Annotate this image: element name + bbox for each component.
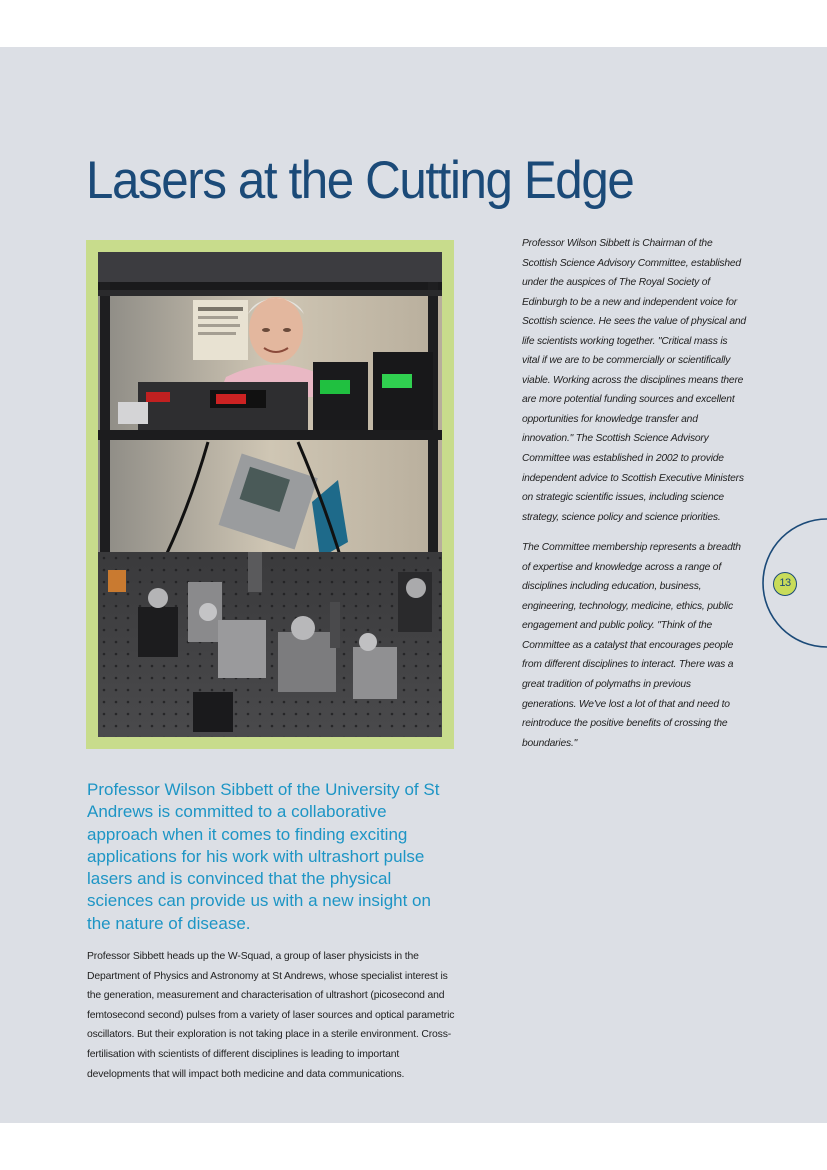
photo-frame [86,240,454,749]
page-number-badge: 13 [773,572,797,596]
sidebar-column [522,234,746,753]
sidebar-paragraph: Professor Wilson Sibbett is Chairman of the Scottish Science Advisory Committee, established under the auspices of The Royal Society of Edinburgh to be a new and independent voice for Scottish science. He sees the value of physical and life scientists working together. "Critical mass is vital if we are to be commercially or scientifically viable. Working across the disciplines means there are more potential funding sources and excellent opportunities for knowledge transfer and innovation." The Scottish Science Advisory Committee was established in 2002 to provide independent advice to Scottish Executive Ministers on strategic scientific issues, including science strategy, science policy and science priorities. [522,238,746,523]
page-title: Lasers at the Cutting Edge [86,151,634,210]
body-paragraph: Professor Sibbett heads up the W-Squad, a group of laser physicists in the Department of Physics and Astronomy at St Andrews, whose specialist interest is the generation, measurement and characterisation of ultrashort (picosecond and femtosecond second) pulses from a variety of laser sources and optical parametric oscillators. But their exploration is not taking place in a sterile environment. Cross-fertilisation with scientists of different disciplines is leading to important developments that will impact both medicine and data communications. [87,951,455,1080]
lead-paragraph: Professor Wilson Sibbett of the University of St Andrews is committed to a collaborative approach when it comes to finding exciting applications for his work with ultrashort pulse lasers and is convinced that the physical sciences can provide us with a new insight on the nature of disease. [87,780,440,933]
lab-photo [98,252,442,737]
sidebar-paragraph: The Committee membership represents a breadth of expertise and knowledge across a range of disciplines including education, business, engineering, technology, medicine, ethics, public engagement and public policy. "Think of the Committee as a catalyst that encourages people from different disciplines to interact. There was a great tradition of polymaths in previous generations. We've lost a lot of that and need to reintroduce the positive benefits of crossing the boundaries." [522,542,741,749]
